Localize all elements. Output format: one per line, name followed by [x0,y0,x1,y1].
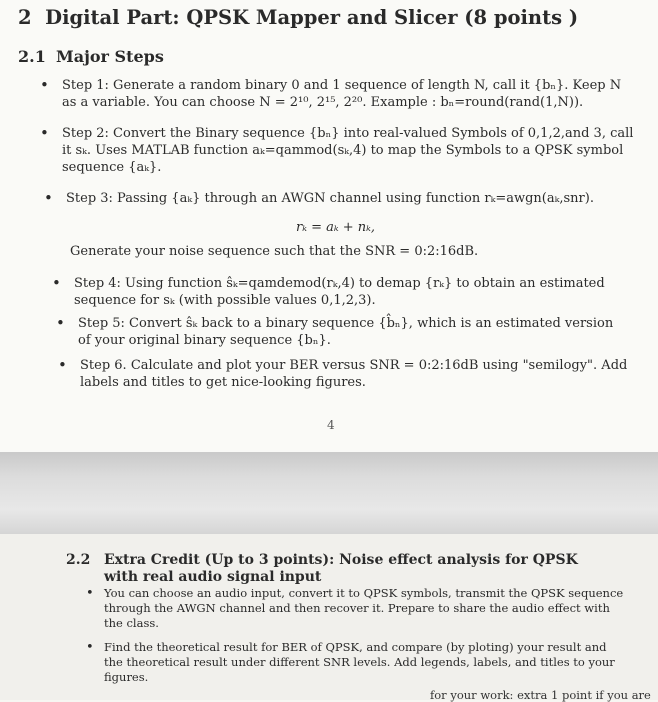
step-6 [58,356,630,391]
bullet-icon: • [56,314,65,332]
step-4-text: Step 4: Using function ŝₖ=qamdemod(rₖ,4) to demap {rₖ} to obtain an estimated sequence for sₖ (with possible values 0,1,2,3). [74,276,605,308]
section-number: 2 [18,6,32,29]
section-heading [18,6,578,29]
page-gap [0,452,658,534]
extra-credit-item-2-text: Find the theoretical result for BER of QPSK, and compare (by ploting) your result and the theoretical result under different SNR levels. Add legends, labels, and titles to your figures. [104,640,615,684]
step-3 [44,189,626,207]
extra-credit-number: 2.2 [66,552,91,568]
step-5-text: Step 5: Convert ŝₖ back to a binary sequence {b̂ₙ}, which is an estimated version of your original binary sequence {bₙ}. [78,316,614,348]
bullet-icon: • [40,76,49,94]
section-title: Digital Part: QPSK Mapper and Slicer (8 points ) [45,6,579,29]
bullet-icon: • [40,124,49,142]
extra-credit-title: Extra Credit (Up to 3 points): Noise effect analysis for QPSK with real audio signal input [104,552,578,585]
extra-credit-item-2 [86,640,624,685]
bullet-icon: • [86,640,94,655]
step-2 [40,124,634,176]
step-5 [56,314,628,349]
step-2-text: Step 2: Convert the Binary sequence {bₙ} into real-valued Symbols of 0,1,2,and 3, call it sₖ. Uses MATLAB function aₖ=qammod(sₖ,4) to map the Symbols to a QPSK symbol sequence {aₖ}. [62,126,634,175]
page-number: 4 [327,418,335,432]
noise-note: Generate your noise sequence such that the SNR = 0:2:16dB. [70,244,479,259]
step-1 [40,76,637,111]
subsection-title: Major Steps [56,47,164,66]
step-4 [52,274,624,309]
bullet-icon: • [44,189,53,207]
extra-credit-item-1-text: You can choose an audio input, convert it to QPSK symbols, transmit the QPSK sequence through the AWGN channel and then recover it. Prepare to share the audio effect with the class. [104,586,624,630]
step-6-text: Step 6. Calculate and plot your BER versus SNR = 0:2:16dB using "semilogy". Add labels and titles to get nice-looking figures. [80,358,628,390]
extra-credit-item-1 [86,586,624,631]
bullet-icon: • [52,274,61,292]
step-1-text: Step 1: Generate a random binary 0 and 1 sequence of length N, call it {bₙ}. Keep N as a variable. You can choose N = 2¹⁰, 2¹⁵, 2²⁰. Example : bₙ=round(rand(1,N)). [62,78,622,110]
extra-credit-heading [66,552,606,586]
cutoff-line: for your work: extra 1 point if you are [430,688,651,702]
subsection-number: 2.1 [18,47,46,66]
bullet-icon: • [86,586,94,601]
step-3-text: Step 3: Passing {aₖ} through an AWGN channel using function rₖ=awgn(aₖ,snr). [66,191,594,206]
bullet-icon: • [58,356,67,374]
awgn-equation: rₖ = aₖ + nₖ, [296,220,376,235]
subsection-heading [18,47,164,66]
